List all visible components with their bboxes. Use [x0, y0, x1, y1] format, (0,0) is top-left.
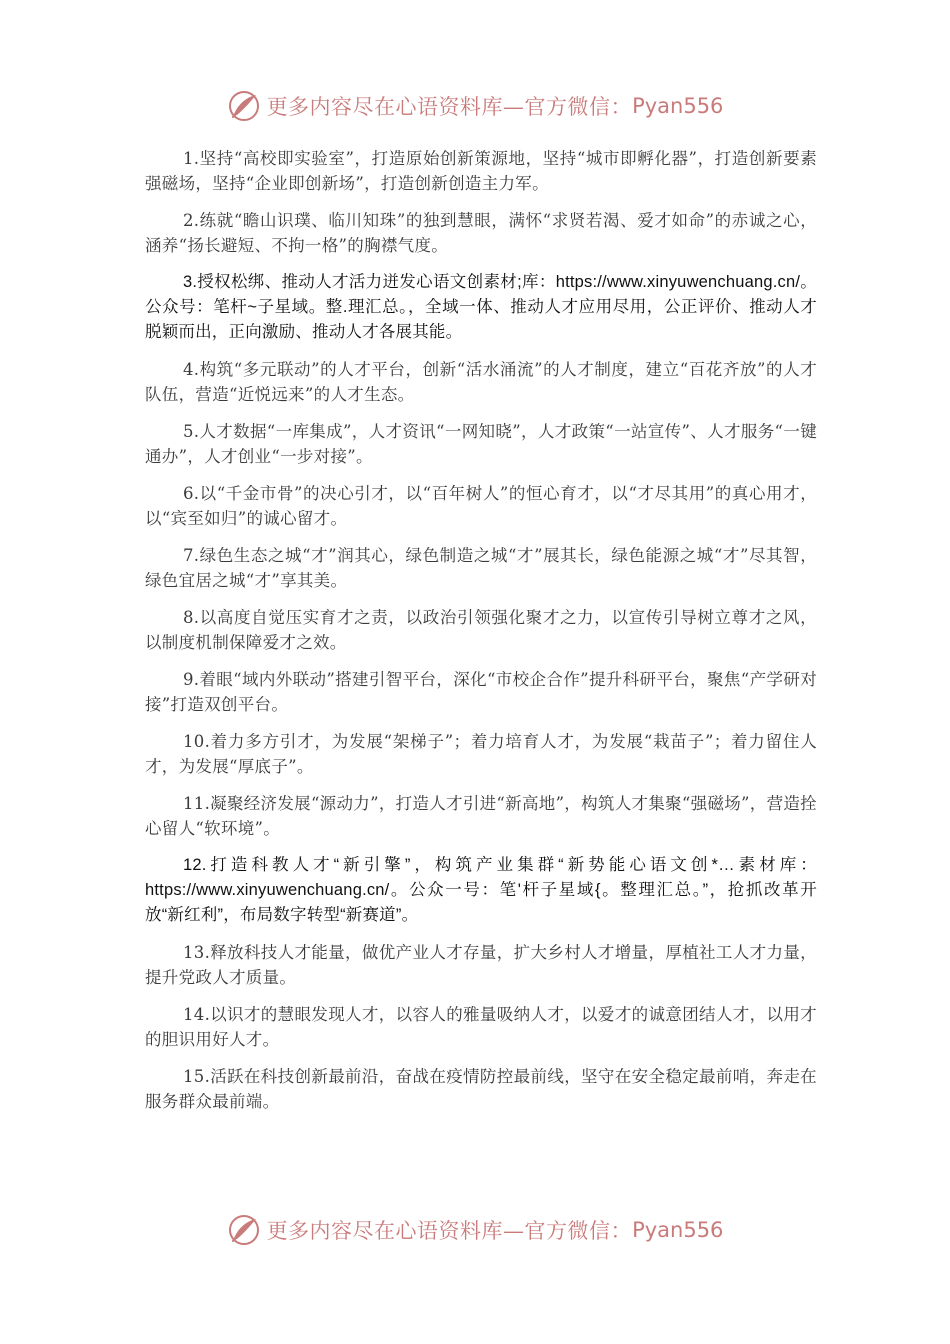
quill-seal-icon: [227, 1213, 261, 1247]
slogan-list: [145, 146, 817, 1126]
slogan-paragraph: 1.坚持“高校即实验室”，打造原始创新策源地，坚持“城市即孵化器”，打造创新要素强磁场，坚持“企业即创新场”，打造创新创造主力军。: [145, 149, 817, 193]
slogan-paragraph: 4.构筑“多元联动”的人才平台，创新“活水涌流”的人才制度，建立“百花齐放”的人才队伍，营造“近悦远来”的人才生态。: [145, 360, 817, 404]
wechat-id: Pyan556: [632, 94, 724, 118]
header-banner: [0, 86, 950, 126]
banner-text: 更多内容尽在心语资料库—官方微信：: [266, 1219, 633, 1243]
wechat-id: Pyan556: [632, 1218, 724, 1242]
slogan-paragraph: 14.以识才的慧眼发现人才，以容人的雅量吸纳人才，以爱才的诚意团结人才，以用才的胆识用好人才。: [145, 1005, 817, 1049]
slogan-paragraph-with-promo: 12.打造科教人才“新引擎”，构筑产业集群“新势能心语文创*…素材库：https://www.xinyuwenchuang.cn/。公众一号：笔'杆子星域{。整理汇总。”，抢抓改革开放“新红利”，布局数字转型“新赛道”。: [145, 856, 817, 924]
slogan-paragraph: 13.释放科技人才能量，做优产业人才存量，扩大乡村人才增量，厚植社工人才力量，提升党政人才质量。: [145, 943, 817, 987]
slogan-paragraph: 6.以“千金市骨”的决心引才，以“百年树人”的恒心育才，以“才尽其用”的真心用才，以“宾至如归”的诚心留才。: [145, 484, 817, 528]
banner-text: 更多内容尽在心语资料库—官方微信：: [266, 95, 633, 119]
slogan-paragraph: 11.凝聚经济发展“源动力”，打造人才引进“新高地”，构筑人才集聚“强磁场”，营造拴心留人“软环境”。: [145, 794, 817, 838]
footer-banner: [0, 1210, 950, 1250]
slogan-paragraph: 9.着眼“域内外联动”搭建引智平台，深化“市校企合作”提升科研平台，聚焦“产学研对接”打造双创平台。: [145, 670, 817, 714]
slogan-paragraph: 2.练就“瞻山识璞、临川知珠”的独到慧眼，满怀“求贤若渴、爱才如命”的赤诚之心，涵养“扬长避短、不拘一格”的胸襟气度。: [145, 211, 817, 255]
slogan-paragraph: 15.活跃在科技创新最前沿，奋战在疫情防控最前线，坚守在安全稳定最前哨，奔走在服务群众最前端。: [145, 1067, 817, 1111]
slogan-paragraph: 5.人才数据“一库集成”，人才资讯“一网知晓”，人才政策“一站宣传”、人才服务“一键通办”，人才创业“一步对接”。: [145, 422, 817, 466]
slogan-paragraph: 10.着力多方引才，为发展“架梯子”；着力培育人才，为发展“栽苗子”；着力留住人才，为发展“厚底子”。: [145, 732, 817, 776]
quill-seal-icon: [227, 89, 261, 123]
slogan-paragraph: 7.绿色生态之城“才”润其心，绿色制造之城“才”展其长，绿色能源之城“才”尽其智，绿色宜居之城“才”享其美。: [145, 546, 817, 590]
slogan-paragraph: 8.以高度自觉压实育才之责，以政治引领强化聚才之力，以宣传引导树立尊才之风，以制度机制保障爱才之效。: [145, 608, 817, 652]
slogan-paragraph-with-promo: 3.授权松绑、推动人才活力迸发心语文创素材;库：https://www.xinyuwenchuang.cn/。公众号：笔杆~子星域。整.理汇总。，全域一体、推动人才应用尽用，公正评价、推动人才脱颖而出，正向激励、推动人才各展其能。: [145, 273, 817, 341]
